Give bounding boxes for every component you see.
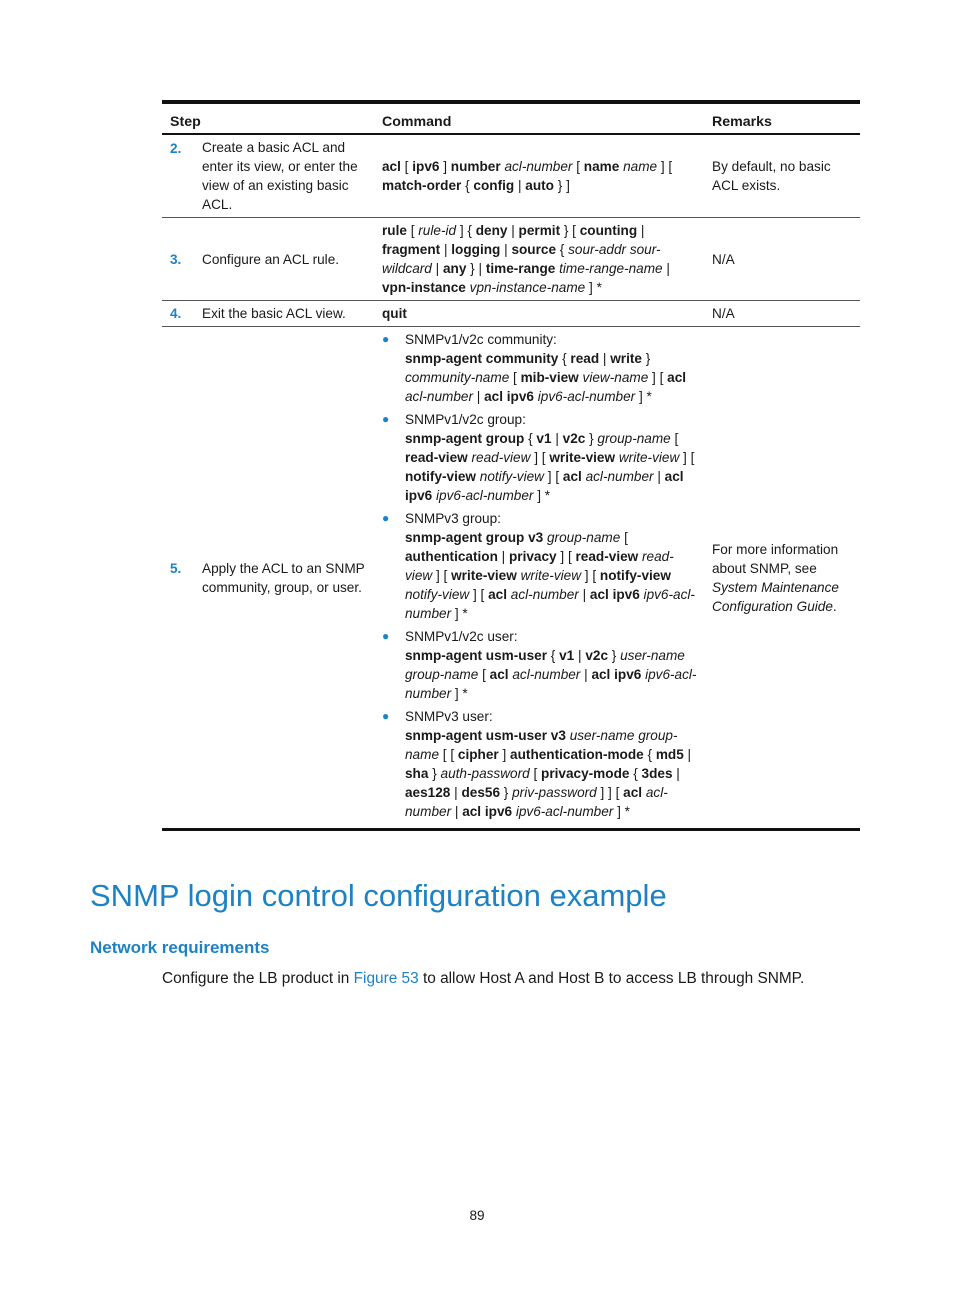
- keyword: acl: [382, 159, 401, 174]
- argument: name: [623, 159, 658, 174]
- table-row: [162, 301, 860, 327]
- argument: read-view: [405, 549, 674, 583]
- keyword: write-view: [451, 568, 517, 583]
- item-command: snmp-agent group v3 group-name [ authentication | privacy ] [ read-view read-view ] [ write-view write-view ] [ notify-view notify-view ] [ acl acl-number | acl ipv6 ipv6-acl-number ] *: [405, 530, 695, 621]
- header-step: Step: [162, 102, 374, 134]
- keyword: md5: [655, 747, 684, 762]
- argument: acl-number: [504, 159, 573, 174]
- body-paragraph: [162, 970, 804, 988]
- item-command: snmp-agent usm-user { v1 | v2c } user-name group-name [ acl acl-number | acl ipv6 ipv6-acl-number ] *: [405, 648, 697, 701]
- argument: notify-view: [479, 469, 544, 484]
- argument: rule-id: [418, 223, 457, 238]
- argument: ipv6-acl-number: [405, 667, 697, 701]
- remarks-period: .: [832, 598, 837, 614]
- list-item: [382, 330, 698, 406]
- step-cell: [162, 301, 374, 327]
- argument: ipv6-acl-number: [515, 804, 614, 819]
- step-cell: [162, 218, 374, 301]
- keyword: snmp-agent group v3: [405, 530, 544, 545]
- section-title: SNMP login control configuration example: [90, 878, 667, 913]
- keyword: ipv6: [412, 159, 440, 174]
- argument: view-name: [582, 370, 649, 385]
- argument: acl-number: [512, 667, 581, 682]
- item-label: SNMPv1/v2c group:: [405, 412, 526, 427]
- keyword: v1: [559, 648, 575, 663]
- step-text: Create a basic ACL and enter its view, or enter the view of an existing basic ACL.: [202, 140, 358, 212]
- keyword: cipher: [457, 747, 499, 762]
- step-text: Configure an ACL rule.: [202, 251, 340, 267]
- keyword: any: [442, 261, 467, 276]
- keyword: auto: [525, 178, 554, 193]
- keyword: permit: [518, 223, 561, 238]
- keyword: privacy: [509, 549, 557, 564]
- keyword: counting: [579, 223, 638, 238]
- list-item: [382, 707, 698, 821]
- keyword: v2c: [585, 648, 609, 663]
- keyword: acl ipv6: [462, 804, 513, 819]
- keyword: rule: [382, 223, 407, 238]
- remarks-cell: By default, no basic ACL exists.: [704, 134, 860, 218]
- keyword: notify-view: [599, 568, 671, 583]
- keyword: acl ipv6: [589, 587, 640, 602]
- step-text: Exit the basic ACL view.: [202, 306, 346, 321]
- bullet-icon: ●: [382, 709, 390, 723]
- keyword: mib-view: [520, 370, 579, 385]
- argument: community-name: [405, 370, 510, 385]
- argument: acl-number: [585, 469, 654, 484]
- keyword: config: [473, 178, 515, 193]
- argument: acl-number: [405, 785, 668, 819]
- keyword: read: [570, 351, 600, 366]
- keyword: privacy-mode: [541, 766, 630, 781]
- keyword: acl ipv6: [591, 667, 642, 682]
- keyword: snmp-agent usm-user: [405, 648, 548, 663]
- item-command: snmp-agent usm-user v3 user-name group-name [ [ cipher ] authentication-mode { md5 | sha } auth-password [ privacy-mode { 3des | aes128 | des56 } priv-password ] ] [ acl acl-number | acl ipv6 ipv6-acl-number ] *: [405, 728, 692, 819]
- keyword: snmp-agent community: [405, 351, 559, 366]
- step-text: Apply the ACL to an SNMP community, group, or user.: [202, 560, 365, 595]
- remarks-cell: N/A: [704, 301, 860, 327]
- body-text-after: to allow Host A and Host B to access LB through SNMP.: [418, 970, 805, 987]
- keyword: acl: [667, 370, 687, 385]
- step-number: 2.: [170, 141, 182, 156]
- argument: user-name group-name: [405, 648, 685, 682]
- item-label: SNMPv1/v2c community:: [405, 332, 557, 347]
- keyword: read-view: [405, 450, 468, 465]
- keyword: acl ipv6: [484, 389, 534, 404]
- list-item: [382, 627, 698, 703]
- argument: group-name: [547, 530, 621, 545]
- table-row: [162, 218, 860, 301]
- keyword: write-view: [549, 450, 616, 465]
- step-cell: [162, 134, 374, 218]
- keyword: acl: [488, 587, 508, 602]
- keyword: vpn-instance: [382, 280, 466, 295]
- keyword: deny: [475, 223, 508, 238]
- keyword: match-order: [382, 178, 462, 193]
- subsection-title: Network requirements: [90, 938, 270, 957]
- keyword: write: [610, 351, 642, 366]
- snmp-command-list: [382, 330, 698, 821]
- item-command: snmp-agent community { read | write } community-name [ mib-view view-name ] [ acl acl-number | acl ipv6 ipv6-acl-number ] *: [405, 351, 687, 404]
- header-command: Command: [374, 102, 704, 134]
- argument: vpn-instance-name: [469, 280, 586, 295]
- body-text-before: Configure the LB product in: [162, 970, 354, 987]
- keyword: name: [583, 159, 620, 174]
- item-label: SNMPv3 user:: [405, 709, 493, 724]
- keyword: quit: [382, 306, 407, 321]
- keyword: read-view: [575, 549, 639, 564]
- table-header-row: [162, 102, 860, 134]
- header-remarks: Remarks: [704, 102, 860, 134]
- keyword: 3des: [641, 766, 673, 781]
- keyword: aes128: [405, 785, 451, 800]
- list-item: [382, 509, 698, 623]
- argument: time-range-name: [559, 261, 663, 276]
- argument: write-view: [520, 568, 582, 583]
- argument: ipv6-acl-number: [537, 389, 636, 404]
- step-number: 4.: [170, 306, 182, 321]
- keyword: time-range: [485, 261, 556, 276]
- keyword: sha: [405, 766, 429, 781]
- keyword: authentication-mode: [510, 747, 644, 762]
- bullet-icon: ●: [382, 511, 390, 525]
- command-cell: [374, 327, 704, 830]
- keyword: notify-view: [405, 469, 476, 484]
- bullet-icon: ●: [382, 332, 390, 346]
- argument: write-view: [618, 450, 680, 465]
- keyword: v2c: [562, 431, 586, 446]
- table-row: [162, 134, 860, 218]
- argument: ipv6-acl-number: [405, 587, 695, 621]
- argument: sour-addr sour-wildcard: [382, 242, 661, 276]
- keyword: acl: [489, 667, 509, 682]
- table-row: [162, 327, 860, 830]
- list-item: [382, 410, 698, 505]
- keyword: des56: [461, 785, 501, 800]
- bullet-icon: ●: [382, 412, 390, 426]
- command-cell: acl [ ipv6 ] number acl-number [ name name ] [ match-order { config | auto } ]: [374, 134, 704, 218]
- keyword: snmp-agent group: [405, 431, 525, 446]
- argument: ipv6-acl-number: [435, 488, 534, 503]
- argument: acl-number: [510, 587, 579, 602]
- bullet-icon: ●: [382, 629, 390, 643]
- keyword: fragment: [382, 242, 441, 257]
- item-label: SNMPv3 group:: [405, 511, 501, 526]
- page-number: 89: [469, 1208, 485, 1223]
- guide-reference: System Maintenance Configuration Guide: [712, 579, 839, 614]
- remarks-cell: N/A: [704, 218, 860, 301]
- argument: priv-password: [512, 785, 597, 800]
- argument: notify-view: [405, 587, 470, 602]
- item-label: SNMPv1/v2c user:: [405, 629, 518, 644]
- keyword: v1: [536, 431, 552, 446]
- argument: group-name: [597, 431, 671, 446]
- keyword: acl: [562, 469, 582, 484]
- argument: acl-number: [405, 389, 473, 404]
- keyword: acl ipv6: [405, 469, 684, 503]
- keyword: authentication: [405, 549, 498, 564]
- keyword: acl: [623, 785, 643, 800]
- remarks-text: For more information about SNMP, see: [712, 541, 839, 576]
- keyword: number: [450, 159, 501, 174]
- argument: user-name group-name: [405, 728, 678, 762]
- step-cell: [162, 327, 374, 830]
- step-number: 5.: [170, 560, 182, 576]
- command-cell: [374, 301, 704, 327]
- step-number: 3.: [170, 251, 182, 267]
- argument: read-view: [471, 450, 531, 465]
- keyword: snmp-agent usm-user v3: [405, 728, 566, 743]
- figure-link[interactable]: Figure 53: [353, 970, 419, 987]
- argument: auth-password: [440, 766, 530, 781]
- keyword: logging: [451, 242, 501, 257]
- item-command: snmp-agent group { v1 | v2c } group-name [ read-view read-view ] [ write-view write-view ] [ notify-view notify-view ] [ acl acl-number | acl ipv6 ipv6-acl-number ] *: [405, 431, 695, 503]
- command-cell: rule [ rule-id ] { deny | permit } [ counting | fragment | logging | source { sour-addr sour-wildcard | any } | time-range time-range-name | vpn-instance vpn-instance-name ] *: [374, 218, 704, 301]
- acl-config-table: [162, 100, 860, 831]
- keyword: source: [511, 242, 557, 257]
- remarks-cell: [704, 327, 860, 830]
